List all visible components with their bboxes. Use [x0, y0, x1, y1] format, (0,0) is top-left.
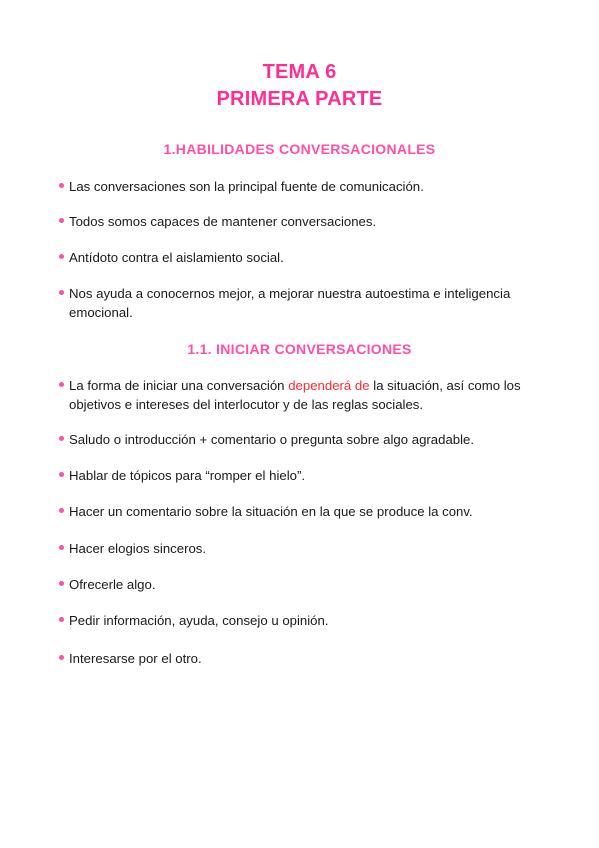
list-item-text: Hablar de tópicos para “romper el hielo”. [69, 468, 306, 483]
list-item-text: Antídoto contra el aislamiento social. [69, 250, 284, 265]
section-heading-habilidades: 1.HABILIDADES CONVERSACIONALES [163, 141, 436, 157]
list-item-text-pre: La forma de iniciar una conversación [69, 378, 289, 393]
list-item-text: Saludo o introducción + comentario o pregunta sobre algo agradable. [69, 432, 475, 447]
list-item [59, 611, 539, 630]
list-item-text: Ofrecerle algo. [69, 577, 156, 592]
highlighted-text: dependerá de [288, 378, 370, 393]
bullet-dot-icon [59, 218, 64, 223]
list-item-text: Las conversaciones son la principal fuente de comunicación. [69, 179, 424, 194]
bullet-dot-icon [59, 581, 64, 586]
bullet-dot-icon [59, 183, 64, 188]
list-item-text: Pedir información, ayuda, consejo u opinión. [69, 613, 329, 628]
section-heading-iniciar: 1.1. INICIAR CONVERSACIONES [187, 341, 412, 357]
list-item [59, 502, 539, 521]
page-title-line-1: TEMA 6 [262, 61, 337, 83]
bullet-dot-icon [59, 382, 64, 387]
bullet-dot-icon [59, 617, 64, 622]
list-item [59, 539, 539, 558]
bullet-dot-icon [59, 655, 64, 660]
bullet-dot-icon [59, 472, 64, 477]
page-title-line-2: PRIMERA PARTE [216, 88, 383, 110]
list-item [59, 376, 539, 414]
list-item-text-post: la situación, así como los objetivos e intereses del interlocutor y de las reglas sociales. [69, 378, 521, 412]
list-item [59, 248, 539, 267]
list-item [59, 466, 539, 485]
list-item-text: Hacer un comentario sobre la situación en la que se produce la conv. [69, 504, 473, 519]
list-item [59, 649, 539, 668]
bullet-dot-icon [59, 508, 64, 513]
list-item [59, 430, 539, 449]
list-item [59, 212, 539, 231]
list-item [59, 284, 539, 322]
list-item-text: Nos ayuda a conocernos mejor, a mejorar nuestra autoestima e inteligencia emocional. [69, 286, 511, 320]
list-item-text: Todos somos capaces de mantener conversaciones. [69, 214, 377, 229]
list-item [59, 177, 539, 196]
bullet-dot-icon [59, 545, 64, 550]
bullet-dot-icon [59, 254, 64, 259]
bullet-dot-icon [59, 436, 64, 441]
bullet-dot-icon [59, 290, 64, 295]
list-item-text: Interesarse por el otro. [69, 651, 202, 666]
list-item [59, 575, 539, 594]
list-item-text: Hacer elogios sinceros. [69, 541, 207, 556]
